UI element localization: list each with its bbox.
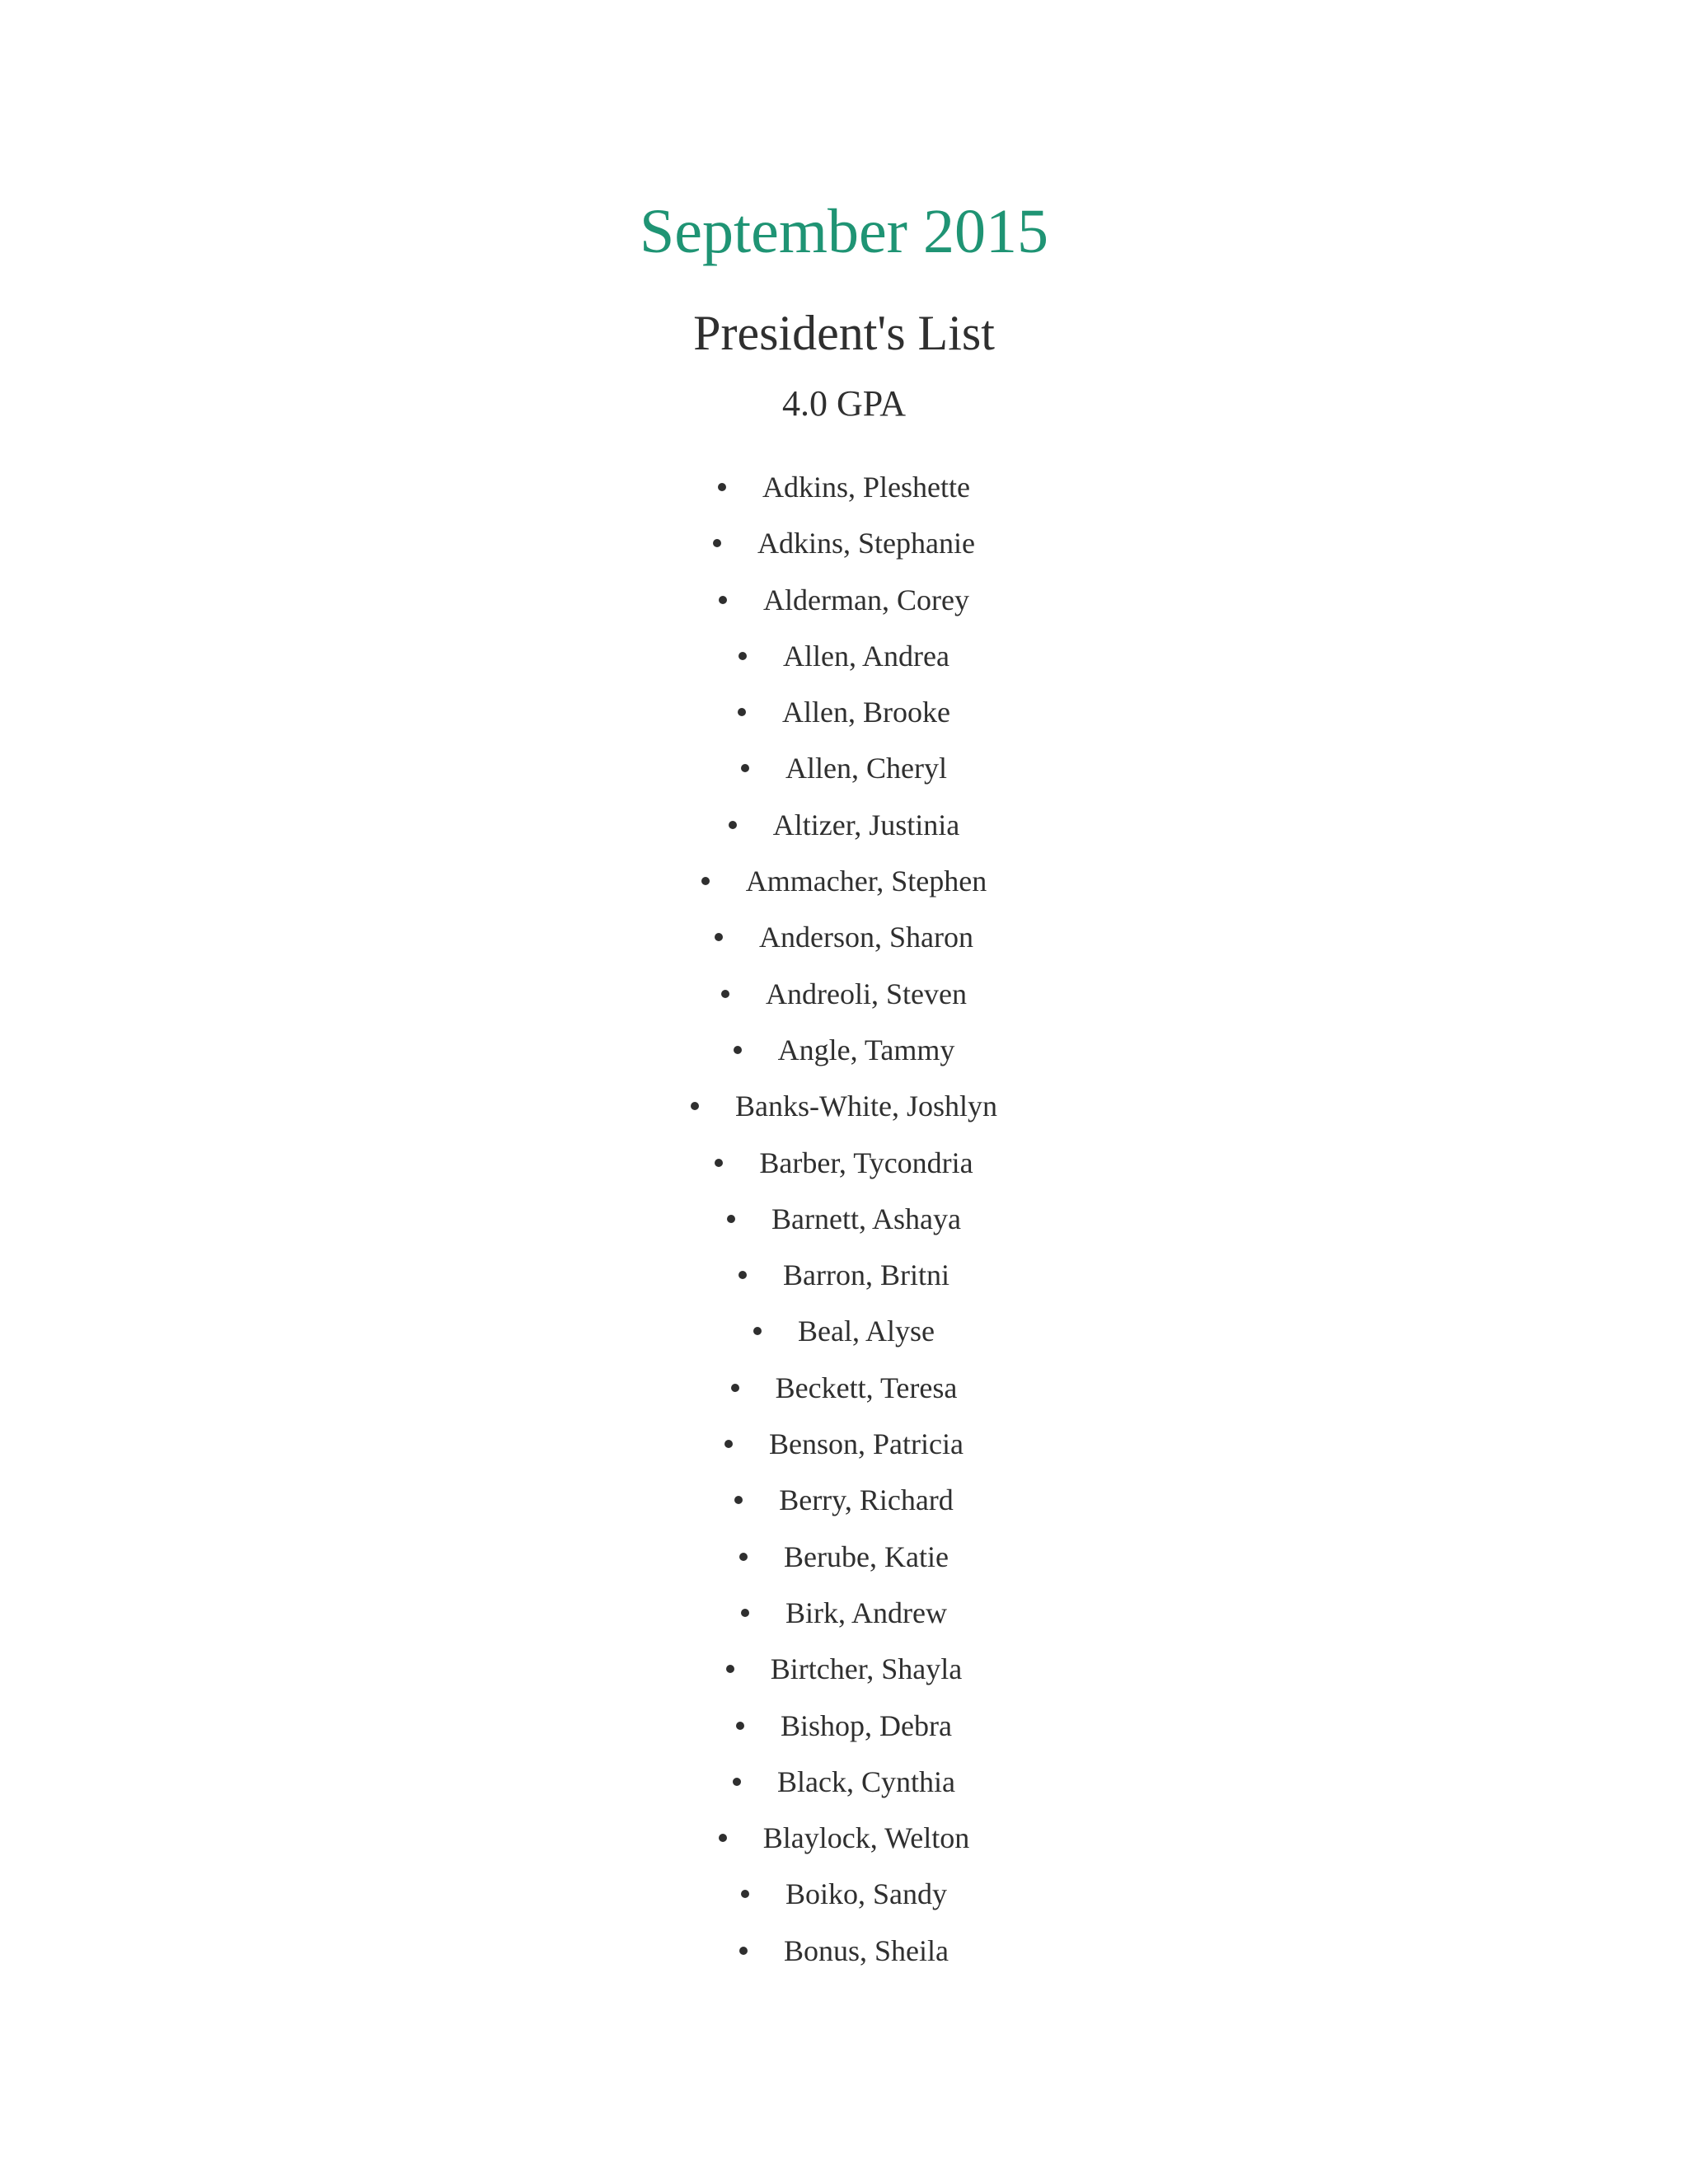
bullet-icon [718,483,726,491]
list-heading: President's List [693,306,995,360]
list-item [0,1871,1688,1927]
student-name: Bishop, Debra [781,1708,952,1742]
list-item [0,1421,1688,1477]
list-item [0,1140,1688,1196]
bullet-icon [719,596,727,604]
list-item [0,802,1688,858]
list-item [0,1703,1688,1759]
bullet-icon [738,708,746,716]
student-name: Barber, Tycondria [759,1146,973,1179]
student-name: Birk, Andrew [785,1596,947,1629]
list-item [0,464,1688,520]
list-item [0,1252,1688,1308]
bullet-icon [739,1553,748,1561]
student-name: Boiko, Sandy [785,1877,947,1911]
list-item [0,633,1688,689]
student-name: Barnett, Ashaya [771,1202,961,1235]
bullet-icon [715,933,723,941]
list-item [0,1083,1688,1139]
student-name: Altizer, Justinia [772,808,960,841]
list-item [0,971,1688,1027]
student-name: Banks-White, Joshlyn [735,1090,997,1123]
student-name: Benson, Patricia [769,1427,964,1461]
list-item [0,1928,1688,1984]
student-name: Bonus, Sheila [783,1933,949,1967]
bullet-icon [724,1440,733,1448]
student-name: Berry, Richard [779,1483,954,1517]
bullet-icon [726,1665,734,1673]
student-name: Beckett, Teresa [775,1371,958,1404]
list-item [0,1196,1688,1252]
bullet-icon [727,1215,735,1223]
bullet-icon [729,821,737,829]
bullet-icon [721,990,729,998]
bullet-icon [701,877,710,885]
bullet-icon [753,1327,762,1335]
student-name: Ammacher, Stephen [745,865,987,898]
list-item [0,1477,1688,1533]
list-item [0,1646,1688,1702]
list-item [0,520,1688,576]
student-name: Adkins, Pleshette [762,471,970,504]
student-name: Barron, Britni [783,1258,950,1292]
list-item [0,1027,1688,1083]
list-item [0,689,1688,745]
list-item [0,1815,1688,1871]
student-name: Andreoli, Steven [766,977,967,1010]
bullet-icon [741,1609,749,1617]
list-item [0,577,1688,633]
page-title: September 2015 [639,197,1048,266]
student-name: Angle, Tammy [777,1033,955,1066]
student-name: Black, Cynthia [777,1765,955,1798]
bullet-icon [736,1722,744,1730]
bullet-icon [691,1102,699,1110]
bullet-icon [713,539,721,547]
student-name: Alderman, Corey [763,583,969,616]
bullet-icon [741,1890,749,1898]
honor-roll-list [0,464,1688,1984]
bullet-icon [738,1271,747,1279]
list-item [0,1534,1688,1590]
bullet-icon [738,652,747,660]
list-item [0,745,1688,801]
bullet-icon [739,1947,748,1955]
student-name: Allen, Andrea [783,639,950,673]
student-name: Adkins, Stephanie [757,527,975,560]
list-item [0,1759,1688,1815]
bullet-icon [734,1496,743,1504]
bullet-icon [733,1778,741,1786]
student-name: Beal, Alyse [798,1315,935,1348]
list-item [0,858,1688,914]
student-name: Allen, Cheryl [785,752,947,785]
bullet-icon [741,764,749,772]
bullet-icon [719,1834,727,1842]
list-item [0,914,1688,970]
bullet-icon [715,1159,723,1167]
list-item [0,1308,1688,1364]
student-name: Allen, Brooke [782,696,950,729]
bullet-icon [731,1384,739,1392]
student-name: Birtcher, Shayla [770,1652,963,1686]
list-item [0,1590,1688,1646]
student-name: Anderson, Sharon [759,921,973,954]
list-item [0,1365,1688,1421]
student-name: Berube, Katie [784,1540,949,1573]
list-subheading: 4.0 GPA [782,383,906,424]
bullet-icon [734,1046,742,1054]
student-name: Blaylock, Welton [762,1821,970,1855]
